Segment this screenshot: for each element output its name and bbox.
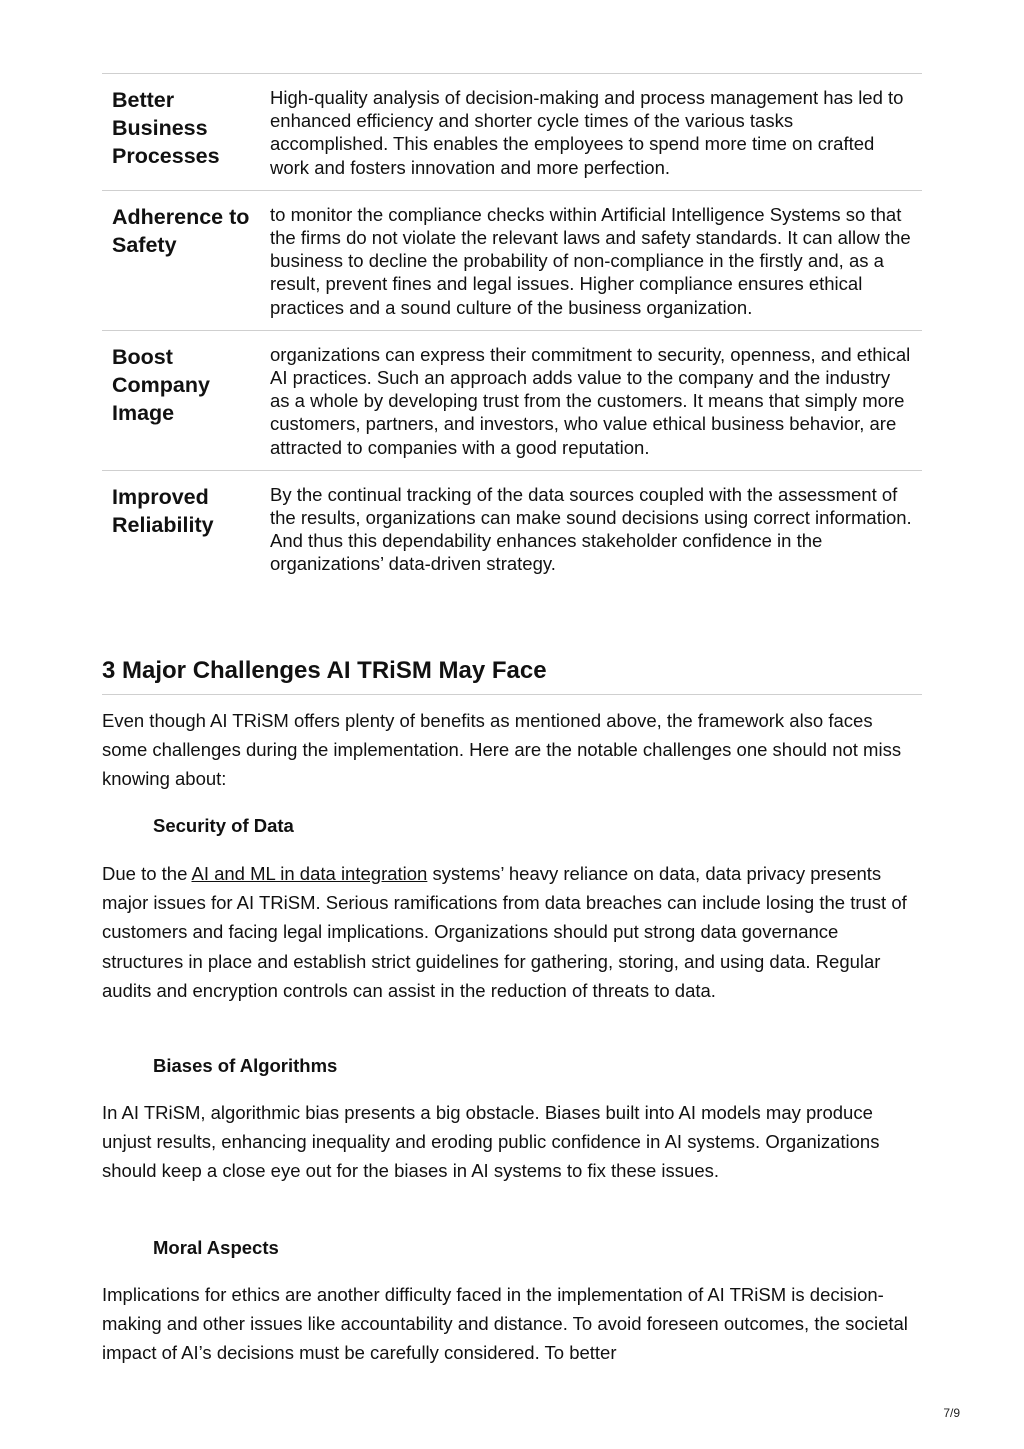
challenge-text-moral: Implications for ethics are another difficulty faced in the implementation of AI TRiSM is decision-making and other issues like accountability and distance. To avoid foreseen outcomes, the societal impact of AI’s decisions must be carefully considered. To better <box>102 1284 908 1364</box>
text-before-link: Due to the <box>102 863 192 884</box>
benefit-description: By the continual tracking of the data sources coupled with the assessment of the results, organizations can make sound decisions using correct information. And thus this dependability enhances stakeholder confidence in the organizations’ data-driven strategy. <box>270 483 912 575</box>
section-title: 3 Major Challenges AI TRiSM May Face <box>102 656 922 695</box>
benefit-description: organizations can express their commitment to security, openness, and ethical AI practices. Such an approach adds value to the company and the industry as a whole by developing trust from the customers. It means that simply more customers, partners, and investors, who value ethical business behavior, are attracted to companies with a good reputation. <box>270 343 911 458</box>
benefit-description: to monitor the compliance checks within Artificial Intelligence Systems so that the firms do not violate the relevant laws and safety standards. It can allow the business to decline the probability of non-compliance in the firstly and, as a result, prevent fines and legal issues. Higher compliance ensures ethical practices and a sound culture of the business organization. <box>270 203 911 318</box>
page-number: 7/9 <box>943 1406 960 1420</box>
challenge-heading-moral: Moral Aspects <box>153 1237 279 1258</box>
table-row <box>102 73 922 190</box>
benefit-term: Better Business Processes <box>112 88 220 168</box>
ai-ml-data-integration-link[interactable]: AI and ML in data integration <box>191 863 428 884</box>
table-row <box>102 470 922 587</box>
benefit-term: Adherence to Safety <box>112 204 250 257</box>
section-intro: Even though AI TRiSM offers plenty of benefits as mentioned above, the framework also faces some challenges during the implementation. Here are the notable challenges one should not miss knowing about: <box>102 710 902 790</box>
challenge-text-security <box>102 859 922 1005</box>
challenge-heading-bias: Biases of Algorithms <box>153 1055 338 1076</box>
benefit-description: High-quality analysis of decision-making and process management has led to enhanced efficiency and shorter cycle times of the various tasks accomplished. This enables the employees to spend more time on crafted work and fosters innovation and more perfection. <box>270 87 904 178</box>
table-row <box>102 330 922 470</box>
text-after-link: systems’ heavy reliance on data, data privacy presents major issues for AI TRiSM. Serious ramifications from data breaches can include losing the trust of customers and facing legal implications. Organizations should put strong data governance structures in place and establish strict guidelines for gathering, storing, and using data. Regular audits and encryption controls can assist in the reduction of threats to data. <box>102 863 907 1001</box>
table-row <box>102 190 922 330</box>
benefit-term: Boost Company Image <box>112 344 210 425</box>
challenge-heading-security: Security of Data <box>153 815 294 836</box>
benefits-table <box>102 73 922 587</box>
challenge-text-bias: In AI TRiSM, algorithmic bias presents a big obstacle. Biases built into AI models may produce unjust results, enhancing inequality and eroding public confidence in AI systems. Organizations should keep a close eye out for the biases in AI systems to fix these issues. <box>102 1102 880 1182</box>
benefit-term: Improved Reliability <box>112 484 214 537</box>
